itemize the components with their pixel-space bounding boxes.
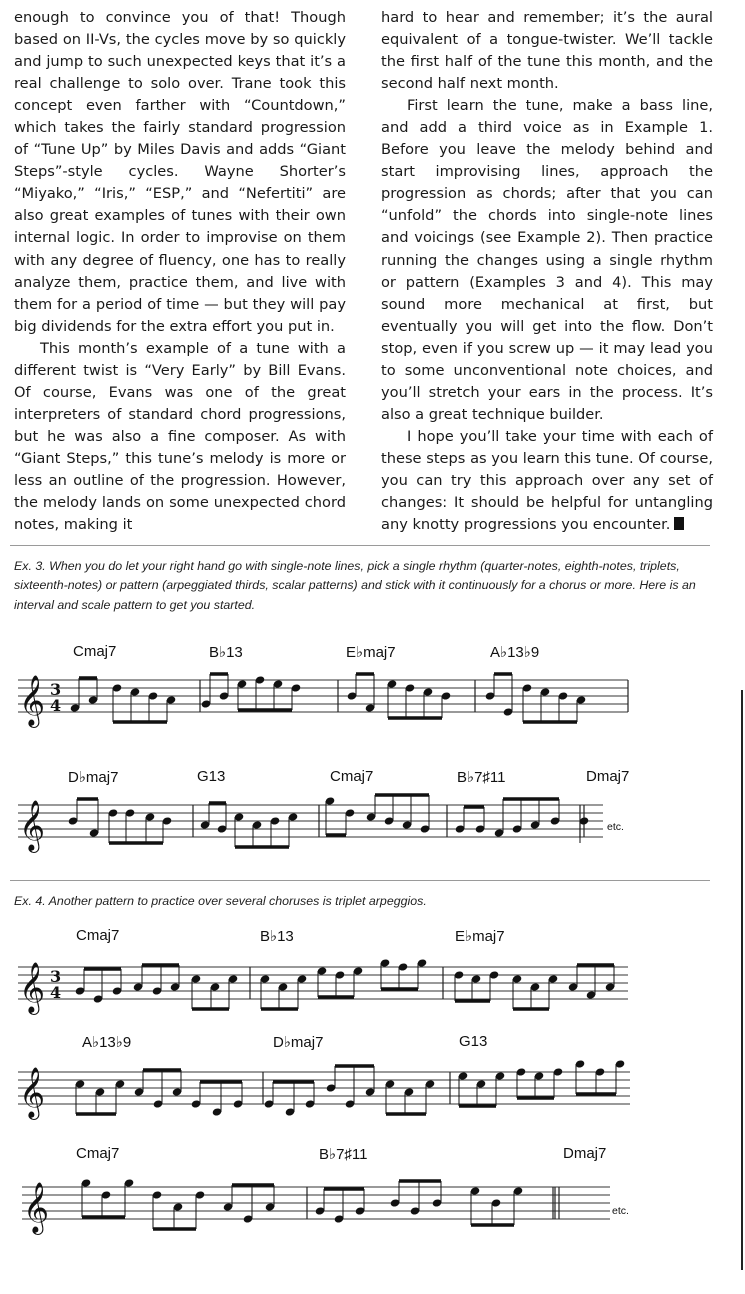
paragraph-text: I hope you’ll take your time with each of these steps as you learn this tune. Of course, you can try this approach over any set of changes: It should be helpful for untangling any knotty progressions you encounter. bbox=[381, 427, 713, 534]
chord-symbol: B♭7♯11 bbox=[457, 769, 506, 786]
music-staff bbox=[0, 1175, 745, 1255]
etc-label: etc. bbox=[612, 1205, 629, 1217]
chord-symbol: A♭13♭9 bbox=[82, 1034, 132, 1051]
music-staff bbox=[0, 793, 745, 873]
chord-symbol: E♭maj7 bbox=[346, 644, 396, 661]
chord-symbol: A♭13♭9 bbox=[490, 644, 540, 661]
treble-clef-icon: 𝄞 bbox=[19, 1067, 46, 1118]
paragraph: hard to hear and remember; it’s the aural equivalent of a tongue-twister. We’ll tackle the first half of the tune this month, and the second half next month. bbox=[381, 9, 713, 93]
chord-symbol: E♭maj7 bbox=[455, 928, 505, 945]
chord-symbol: Dmaj7 bbox=[563, 1145, 607, 1162]
time-signature-bottom: 4 bbox=[50, 696, 62, 715]
example-4-caption: Ex. 4. Another pattern to practice over several choruses is triplet arpeggios. bbox=[14, 894, 427, 908]
chord-symbol: B♭13 bbox=[260, 928, 294, 945]
chord-symbol: G13 bbox=[197, 768, 226, 785]
treble-clef-icon: 𝄞 bbox=[19, 962, 46, 1013]
article-column-left bbox=[14, 7, 346, 536]
article-column-right bbox=[381, 7, 713, 536]
chord-symbol: Cmaj7 bbox=[76, 927, 120, 944]
chord-symbol: Dmaj7 bbox=[586, 768, 630, 785]
chord-symbol: Cmaj7 bbox=[73, 643, 117, 660]
music-staff bbox=[0, 668, 745, 748]
chord-symbol: D♭maj7 bbox=[68, 769, 119, 786]
paragraph bbox=[381, 426, 713, 536]
music-staff bbox=[0, 1060, 745, 1140]
music-staff bbox=[0, 955, 745, 1035]
end-of-article-icon bbox=[674, 517, 684, 530]
paragraph: This month’s example of a tune with a different twist is “Very Early” by Bill Evans. Of course, Evans was one of the great interpreters of standard chord progressions, but he was also a fine composer. As with “Giant Steps,” this tune’s melody is more or less an outline of the progression. However, the melody lands on some unexpected chord notes, making it bbox=[14, 339, 346, 534]
treble-clef-icon: 𝄞 bbox=[23, 1182, 50, 1233]
section-divider bbox=[10, 545, 710, 546]
treble-clef-icon: 𝄞 bbox=[19, 675, 46, 726]
time-signature-top: 3 bbox=[50, 680, 62, 699]
paragraph: First learn the tune, make a bass line, and add a third voice as in Example 1. Before you leave the melody behind and start improvising lines, approach the progression as chords; after that you can “unfold” the chords into single-note lines and voicings (see Example 2). Then practice running the changes using a single rhythm or pattern (Examples 3 and 4). This may sound more mechanical at first, but eventually you will get into the flow. Don’t stop, even if you screw up — it may lead you to some unconventional note choices, and you’ll stretch your ears in the process. It’s also a great technique builder. bbox=[381, 97, 713, 423]
example-3-caption: Ex. 3. When you do let your right hand go with single-note lines, pick a single rhythm (quarter-notes, eighth-notes, triplets, sixteenth-notes) or pattern (arpeggiated thirds, scalar patterns) and stick with it continuously for a chorus or more. Here is an interval and scale pattern to get you started. bbox=[14, 559, 696, 612]
chord-symbol: B♭13 bbox=[209, 644, 243, 661]
chord-symbol: Cmaj7 bbox=[330, 768, 374, 785]
paragraph: enough to convince you of that! Though based on II-Vs, the cycles move by so quickly and jump to such unexpected keys that it’s a real challenge to solo over. Trane took this concept even farther with “Countdown,” which takes the fairly standard progression of “Tune Up” by Miles Davis and adds “Giant Steps”-style cycles. Wayne Shorter’s “Miyako,” “Iris,” “ESP,” and “Nefertiti” are also great examples of tunes with their own internal logic. In order to improvise on them with any degree of fluency, one has to really analyze them, practice them, and live with them for a period of time — but they will pay big dividends for the extra effort you put in. bbox=[14, 9, 346, 335]
etc-label: etc. bbox=[607, 821, 624, 833]
chord-symbol: G13 bbox=[459, 1033, 488, 1050]
section-divider bbox=[10, 880, 710, 881]
time-signature-top: 3 bbox=[50, 967, 62, 986]
chord-symbol: D♭maj7 bbox=[273, 1034, 324, 1051]
treble-clef-icon: 𝄞 bbox=[19, 800, 46, 851]
time-signature-bottom: 4 bbox=[50, 983, 62, 1002]
chord-symbol: Cmaj7 bbox=[76, 1145, 120, 1162]
chord-symbol: B♭7♯11 bbox=[319, 1146, 368, 1163]
